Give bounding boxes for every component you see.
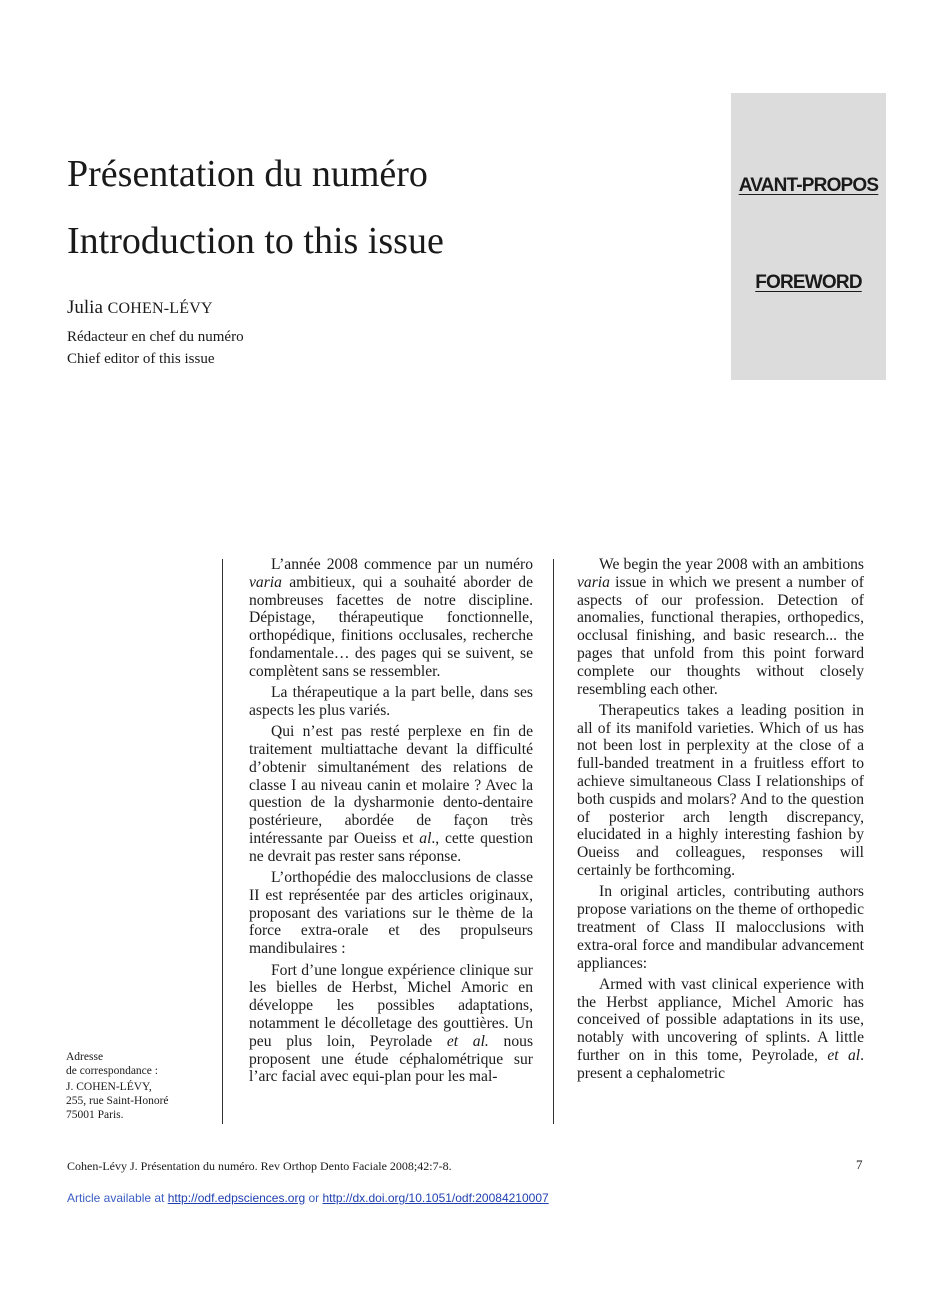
doi-link[interactable]: http://dx.doi.org/10.1051/odf:20084210007 <box>322 1191 549 1205</box>
citation: Cohen-Lévy J. Présentation du numéro. Rev Orthop Dento Faciale 2008;42:7-8. <box>67 1159 452 1173</box>
english-text-column <box>577 556 864 1083</box>
author-last-name: COHEN-LÉVY <box>107 300 213 317</box>
section-label-french: AVANT-PROPOS <box>738 175 879 196</box>
correspondence-address <box>66 1050 216 1122</box>
french-text-column <box>249 556 533 1086</box>
column-divider-left <box>222 559 223 1124</box>
paragraph: L’orthopédie des malocclusions de classe II est représentée par des articles originaux, proposant des variations sur le thème de la force extra-orale et des propulseurs mandibulaires : <box>249 869 533 958</box>
address-heading-line-2: de correspondance : <box>66 1065 158 1077</box>
section-label-english: FOREWORD <box>755 272 862 293</box>
author-role-french: Rédacteur en chef du numéro <box>67 329 244 345</box>
paragraph: L’année 2008 commence par un numéro varia ambitieux, qui a souhaité aborder de nombreuses facettes de notre discipline. Dépistage, thérapeutique fonctionnelle, orthopédique, finitions occlusales, recherche fondamentale… des pages qui se suivent, se complètent sans se ressembler. <box>249 556 533 680</box>
availability-line: Article available at http://odf.edpsciences.org or http://dx.doi.org/10.1051/odf:20084210007 <box>67 1191 549 1205</box>
title-english: Introduction to this issue <box>67 220 444 262</box>
journal-link[interactable]: http://odf.edpsciences.org <box>167 1191 306 1205</box>
page-number: 7 <box>856 1157 863 1172</box>
author-role-english: Chief editor of this issue <box>67 351 215 367</box>
paragraph: Fort d’une longue expérience clinique sur les bielles de Herbst, Michel Amoric en développe les possibles adaptations, notamment le décolletage des gouttières. Un peu plus loin, Peyrolade et al. nous proposent une étude céphalométrique sur l’arc facial avec equi-plan pour les mal- <box>249 961 534 1086</box>
paragraph: Therapeutics takes a leading position in all of its manifold varieties. Which of us has not been lost in perplexity at the close of a full-banded treatment in a fruitless effort to achieve simultaneous Class I relationships of both cuspids and molars? And to the question of posterior arch length discrepancy, elucidated in a highly interesting fashion by Oueiss and colleagues, responses will certainly be forthcoming. <box>577 701 864 880</box>
paragraph: We begin the year 2008 with an ambitions varia issue in which we present a number of aspects of our profession. Detection of anomalies, functional therapies, orthopedics, occlusal finishing, and basic research... the pages that unfold from this point forward complete our thoughts without closely resembling each other. <box>577 556 864 698</box>
author-first-name: Julia <box>67 297 108 318</box>
paragraph: In original articles, contributing authors propose variations on the theme of orthopedic treatment of Class II malocclusions with extra-oral force and mandibular advancement appliances: <box>577 883 864 972</box>
address-line: J. COHEN-LÉVY, <box>66 1081 152 1093</box>
paragraph: La thérapeutique a la part belle, dans ses aspects les plus variés. <box>249 684 533 719</box>
address-line: 255, rue Saint-Honoré <box>66 1095 169 1107</box>
title-french: Présentation du numéro <box>67 153 428 195</box>
address-heading: Adresse <box>66 1051 104 1063</box>
paragraph: Qui n’est pas resté perplexe en fin de traitement multiattache devant la difficulté d’obtenir simultanément des relations de classe I au niveau canin et molaire ? Avec la question de la dysharmonie dento-dentaire postérieure, abordée de façon très intéressante par Oueiss et al., cette question ne devrait pas rester sans réponse. <box>249 723 533 865</box>
section-label-box <box>731 93 886 380</box>
author-name <box>67 296 213 321</box>
column-divider-right <box>553 559 554 1124</box>
paragraph: Armed with vast clinical experience with the Herbst appliance, Michel Amoric has conceived of possible adaptations in its use, notably with uncovering of splints. A little further on in this tome, Peyrolade, et al. present a cephalometric <box>577 975 864 1082</box>
address-line: 75001 Paris. <box>66 1109 124 1121</box>
